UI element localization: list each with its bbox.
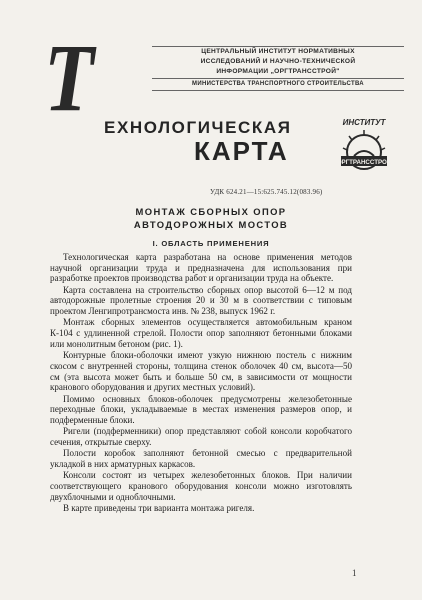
ministry-line: МИНИСТЕРСТВА ТРАНСПОРТНОГО СТРОИТЕЛЬСТВА: [192, 81, 364, 87]
paragraph: Ригели (подферменники) опор представляют собой консоли коробчатого сечения, открытые сверху.: [50, 426, 352, 447]
paragraph: Контурные блоки-оболочки имеют узкую нижнюю постель с нижним скосом с внутренней стороны, толщина стенок оболочек 40 см, высота—50 см (эта высота может быть и больше 50 см, в зависимости от мощности кранового оборудования и других местных условий).: [50, 350, 352, 393]
section-heading: I. ОБЛАСТЬ ПРИМЕНЕНИЯ: [152, 239, 270, 248]
udc-code: УДК 624.21—15:625.745.12(083.96): [210, 188, 323, 196]
top-rule: [152, 46, 404, 47]
paragraph: Карта составлена на строительство сборных опор высотой 6—12 м под автодорожные пролетные строения 20 и 30 м в соответствии с типовым проектом Ленгипротрансмоста инв. № 238, выпуск 1962 г.: [50, 284, 352, 317]
title-card: КАРТА: [194, 136, 289, 166]
middle-rule: [152, 78, 404, 79]
body-text: [50, 252, 352, 514]
institute-line: ЦЕНТРАЛЬНЫЙ ИНСТИТУТ НОРМАТИВНЫХ: [201, 48, 355, 55]
document-title-line: МОНТАЖ СБОРНЫХ ОПОР: [135, 206, 287, 217]
paragraph: Технологическая карта разработана на основе применения методов научной организации труда и предназначена для использования при разработке проектов производства работ и организации труда на объекте.: [50, 252, 352, 284]
institute-line: ИССЛЕДОВАНИЙ И НАУЧНО-ТЕХНИЧЕСКОЙ: [200, 58, 356, 65]
paragraph: Помимо основных блоков-оболочек предусмотрены железобетонные переходные блоки, укладываемые в местах изменения размеров опор, и подферменные блоки.: [50, 393, 352, 425]
document-title-line: АВТОДОРОЖНЫХ МОСТОВ: [133, 219, 289, 230]
svg-text:ОРГТРАНССТРОЙ: ОРГТРАНССТРОЙ: [336, 159, 392, 166]
initial-letter: Т: [44, 24, 89, 131]
paragraph: В карте приведены три варианта монтажа ригеля.: [63, 502, 255, 513]
paragraph: Монтаж сборных элементов осуществляется автомобильным краном К-104 с удлиненной стрелой. Полости опор заполняют бетонными блоками или монолитным бетоном (рис. 1).: [50, 317, 352, 349]
header-block: [44, 24, 404, 166]
institute-emblem-logo: [334, 116, 394, 180]
paragraph: Консоли состоят из четырех железобетонных блоков. При наличии соответствующего кранового оборудования консоли можно изготовлять двухблочными и одноблочными.: [50, 470, 352, 502]
page-number: 1: [352, 568, 357, 578]
paragraph: Полости коробок заполняют бетонной смесью с предварительной укладкой в них арматурных каркасов.: [50, 448, 352, 469]
institute-line: ИНФОРМАЦИИ „ОРГТРАНССТРОЙ": [216, 68, 340, 75]
lower-rule: [152, 90, 404, 91]
title-technological: ЕХНОЛОГИЧЕСКАЯ: [104, 118, 292, 137]
svg-text:ИНСТИТУТ: ИНСТИТУТ: [342, 118, 386, 127]
